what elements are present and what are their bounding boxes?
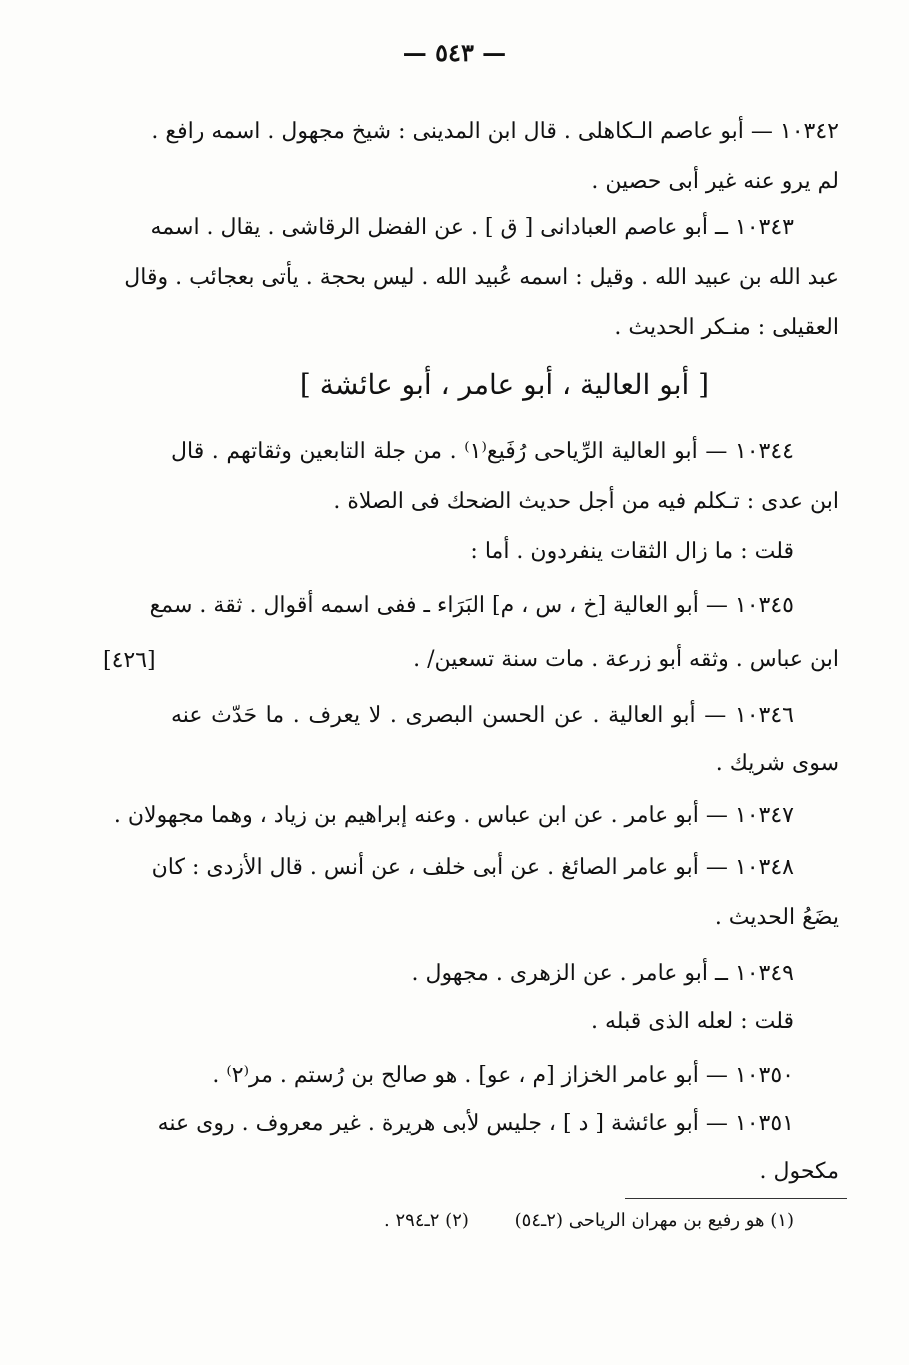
entry-10344-line-2: ابن عدى : تـكلم فيه من أجل حديث الضحك فى الصلاة . (333, 489, 839, 514)
entry-10345-line-2: ابن عباس . وثقه أبو زرعة . مات سنة تسعين/ . (413, 647, 839, 672)
entry-10344-line-1: ١٠٣٤٤ — أبو العالية الرِّياحى رُفَيع⁽١⁾ . من جلة التابعين وثقاتهم . قال (171, 439, 794, 464)
entry-10351-line-2: مكحول . (759, 1159, 839, 1184)
entry-10342-line-1: ١٠٣٤٢ — أبو عاصم الـكاهلى . قال ابن المدينى : شيخ مجهول . اسمه رافع . (151, 119, 839, 144)
footnote-2: (٢) ٢ـ٢٩٤ . (384, 1210, 469, 1231)
comment-line: قلت : ما زال الثقات ينفردون . أما : (470, 539, 794, 564)
footnote-divider (625, 1198, 847, 1199)
entry-10343-line-1: ١٠٣٤٣ ــ أبو عاصم العبادانى [ ق ] . عن الفضل الرقاشى . يقال . اسمه (150, 215, 794, 240)
entry-10343-line-2: عبد الله بن عبيد الله . وقيل : اسمه عُبيد الله . ليس بحجة . يأتى بعجائب . وقال (124, 265, 839, 290)
section-heading: [ أبو العالية ، أبو عامر ، أبو عائشة ] (299, 368, 710, 401)
page-number: — ٥٤٣ — (402, 38, 507, 67)
entry-10343-line-3: العقيلى : منـكر الحديث . (614, 315, 839, 340)
entry-10342-line-2: لم يرو عنه غير أبى حصين . (591, 169, 839, 194)
entry-10350-line: ١٠٣٥٠ — أبو عامر الخزاز [م ، عو] . هو صالح بن رُستم . مر⁽٢⁾ . (212, 1063, 794, 1088)
entry-10348-line-2: يضَعُ الحديث . (714, 905, 839, 930)
entry-10351-line-1: ١٠٣٥١ — أبو عائشة [ د ] ، جليس لأبى هريرة . غير معروف . روى عنه (157, 1111, 794, 1136)
entry-10349-line: ١٠٣٤٩ ــ أبو عامر . عن الزهرى . مجهول . (411, 961, 794, 986)
entry-10345-line-1: ١٠٣٤٥ — أبو العالية [خ ، س ، م] البَرَاء ـ ففى اسمه أقوال . ثقة . سمع (149, 593, 794, 618)
comment-line-2: قلت : لعله الذى قبله . (591, 1009, 794, 1034)
entry-10348-line-1: ١٠٣٤٨ — أبو عامر الصائغ . عن أبى خلف ، عن أنس . قال الأزدى : كان (151, 855, 794, 880)
entry-10347-line: ١٠٣٤٧ — أبو عامر . عن ابن عباس . وعنه إبراهيم بن زياد ، وهما مجهولان . (113, 803, 794, 828)
margin-page-reference: [٤٢٦] (103, 648, 156, 673)
footnotes (384, 1210, 794, 1231)
entry-10346-line-2: سوى شريك . (715, 751, 839, 776)
footnote-1: (١) هو رفيع بن مهران الرياحى (٢ـ٥٤) (514, 1210, 794, 1231)
entry-10346-line-1: ١٠٣٤٦ — أبو العالية . عن الحسن البصرى . لا يعرف . ما حَدّث عنه (171, 703, 794, 728)
